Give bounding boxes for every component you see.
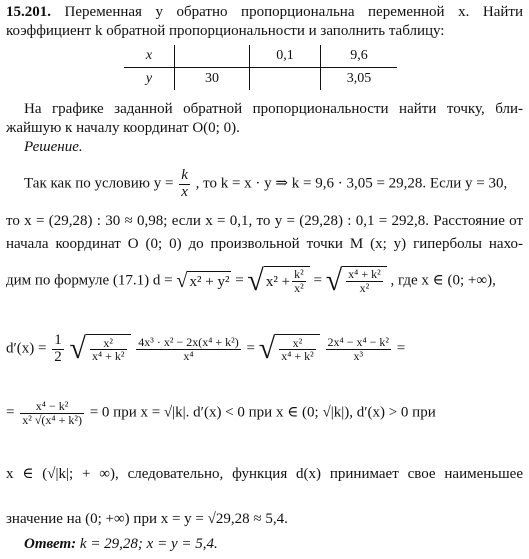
answer-line (24, 535, 523, 553)
table-cell: 3,05 (346, 70, 372, 86)
fraction-numerator: 1 (54, 332, 62, 348)
fraction (179, 168, 190, 201)
values-table (124, 45, 397, 90)
table-row-x (124, 45, 397, 68)
sqrt-icon: √ (325, 264, 343, 297)
table-cell (175, 45, 250, 68)
eq-text: d′(x) = (6, 340, 47, 357)
fraction (346, 268, 383, 294)
radicand (264, 266, 310, 296)
fraction-numerator: x² (279, 337, 316, 351)
table-cell: 30 (175, 68, 250, 91)
radical (326, 266, 387, 296)
eq-text: Так как по условию y = (24, 175, 174, 192)
task-line-1: На графике заданной обратной пропорциональности найти точку, бли- (24, 101, 523, 117)
fraction-numerator: k² (294, 267, 304, 282)
fraction-denominator: x³ (353, 348, 364, 363)
eq-line-5 (6, 333, 523, 366)
eq-line-2: то x = (29,28) : 30 ≈ 0,98; если x = 0,1, то y = (29,28) : 0,1 = 292,8. Расстояние от (6, 213, 523, 229)
eq-text: , то k = x · y ⇒ k = 9,6 · 3,05 = 29,28. Если y = 30, (195, 175, 508, 192)
table-cell: 0,1 (250, 45, 321, 68)
answer-text: k = 29,28; x = y = 5,4. (79, 536, 218, 552)
problem-number: 15.201. (6, 4, 51, 20)
fraction (20, 400, 84, 426)
radical (69, 334, 130, 364)
sqrt-icon: √ (258, 332, 276, 366)
table-cell-label-x: x (124, 45, 175, 68)
radicand (86, 334, 131, 364)
eq-text: , где x ∈ (0; +∞), (390, 272, 496, 289)
fraction-numerator: x⁴ + k² (348, 267, 381, 282)
fraction (292, 268, 306, 294)
solution-label: Решение. (24, 139, 83, 155)
eq-line-7: x ∈ (√|k|; + ∞), следовательно, функция d(x) принимает свое наименьшее (6, 466, 523, 482)
fraction-numerator: x⁴ − k² (20, 400, 84, 414)
fraction (52, 333, 64, 366)
eq-text: = (6, 404, 15, 421)
problem-line-2: коэффициент k обратной пропорциональности и заполнить таблицу: (6, 23, 445, 39)
fraction (136, 336, 241, 362)
fraction-denominator: x⁴ + k² (281, 349, 314, 364)
radicand-part: x² + (265, 273, 291, 290)
sqrt-icon: √ (247, 264, 264, 297)
fraction-denominator: 2 (54, 348, 62, 365)
fraction-denominator: x (181, 183, 188, 200)
fraction (279, 337, 316, 363)
task-line-2: жайшую к началу координат O(0; 0). (6, 120, 240, 136)
radical (176, 271, 231, 291)
fraction-denominator: x² √(x⁴ + k²) (22, 412, 82, 427)
fraction (326, 336, 392, 362)
eq-text: = (246, 340, 255, 357)
table-row-y (124, 68, 397, 91)
table-cell-label-y: y (124, 68, 175, 91)
eq-text: дим по формуле (17.1) d = (6, 272, 173, 289)
eq-text: = 0 при x = √|k|. d′(x) < 0 при x ∈ (0; √|k|), d′(x) > 0 при (89, 404, 436, 421)
problem-text-1: Переменная y обратно пропорциональна переменной x. Найти (64, 4, 524, 20)
fraction-denominator: x⁴ (183, 348, 194, 363)
radicand: x² + y² (187, 271, 231, 291)
fraction-numerator: x² (90, 337, 127, 351)
radicand (275, 334, 320, 364)
fraction-denominator: x² (294, 281, 304, 295)
fraction-numerator: k (181, 167, 188, 183)
radicand (342, 266, 387, 296)
sqrt-icon: √ (176, 269, 188, 292)
sqrt-icon: √ (69, 332, 86, 366)
problem-line-1 (6, 3, 523, 21)
table-cell (250, 68, 321, 91)
fraction (90, 337, 127, 363)
eq-line-4: дим по формуле (17.1) d = √ x² + y² = √ x² + $\frac{\text{k²}}{\text{x²}}$ = √ $\frac{\text{x⁴ + k²}}{\text{x²}}$ , где x ∈ (0; +∞), (6, 264, 496, 297)
eq-text: = (396, 340, 406, 357)
radical (259, 334, 320, 364)
table-cell: 9,6 (321, 45, 398, 68)
fraction-numerator: 2x⁴ − x⁴ − k² (327, 335, 390, 350)
answer-label: Ответ: (24, 536, 77, 552)
fraction-numerator: 4x³ · x² − 2x(x⁴ + k²) (138, 335, 239, 350)
fraction-denominator: x⁴ + k² (91, 349, 125, 364)
radical (247, 266, 309, 296)
eq-line-3: начала координат O (0; 0) до произвольной точки M (x; y) гиперболы нахо- (6, 236, 523, 252)
eq-line-6 (6, 400, 523, 426)
fraction-denominator: x² (359, 281, 370, 295)
eq-line-8: значение на (0; +∞) при x = y = √29,28 ≈ 5,4. (6, 511, 288, 527)
eq-line-1 (24, 168, 523, 201)
